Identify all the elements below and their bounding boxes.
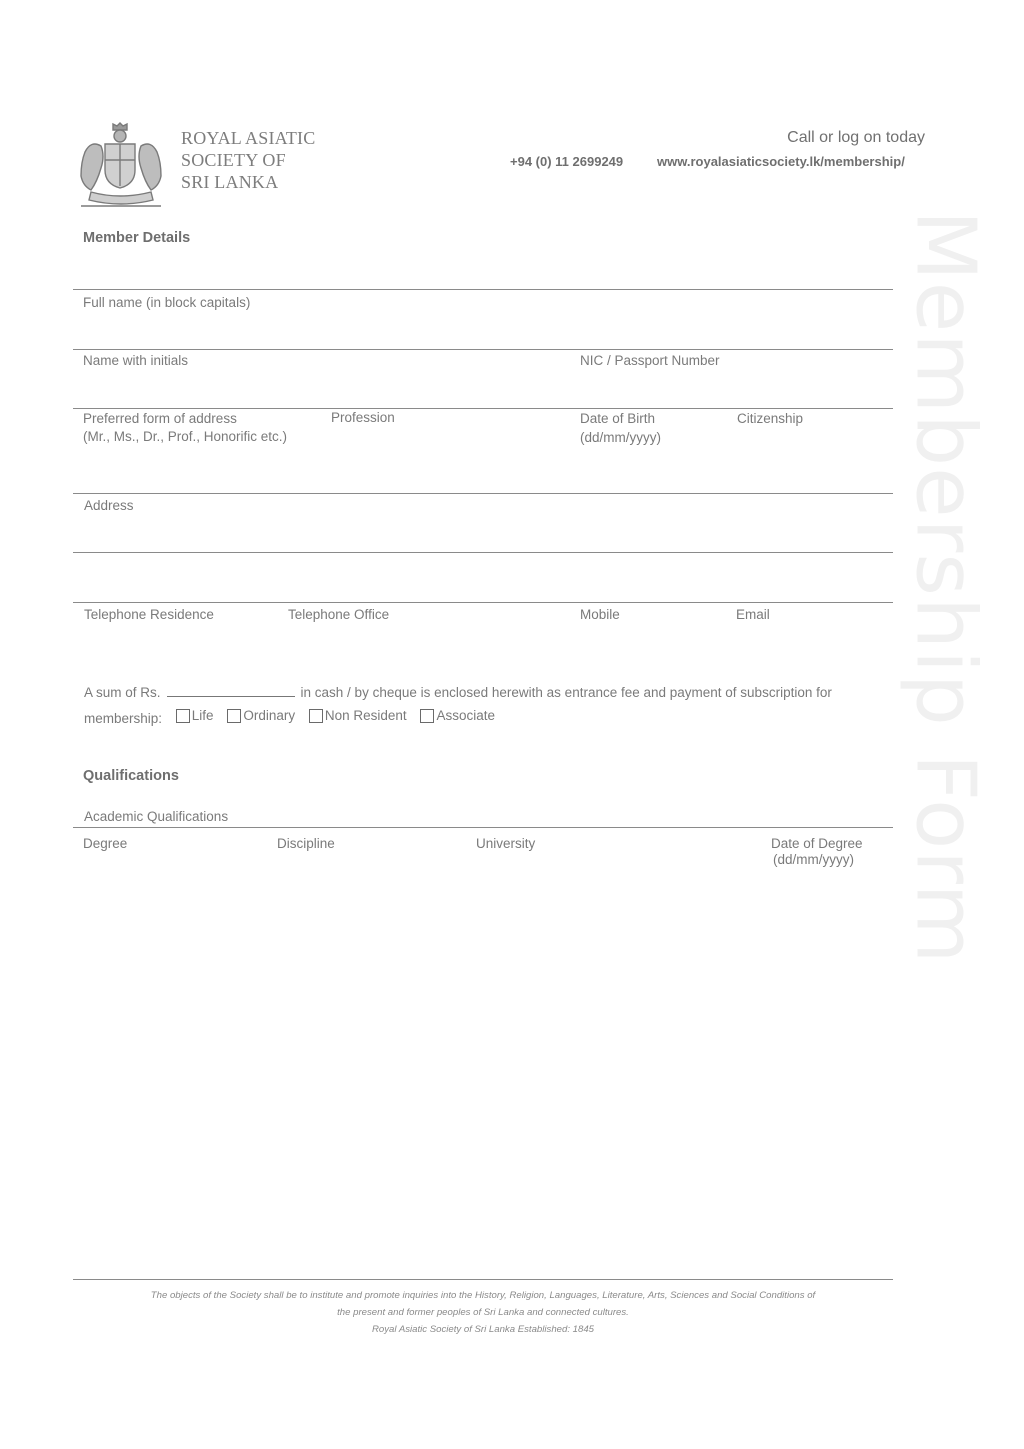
discipline-column-header: Discipline bbox=[277, 836, 335, 851]
amount-blank-field[interactable] bbox=[167, 684, 295, 697]
name-initials-field[interactable] bbox=[73, 349, 893, 350]
side-title-text: Membership Form bbox=[897, 210, 993, 965]
mobile-label: Mobile bbox=[580, 607, 620, 622]
option-non-resident[interactable] bbox=[309, 706, 407, 725]
option-associate-label: Associate bbox=[436, 708, 495, 723]
footer-rule bbox=[73, 1279, 893, 1280]
qualifications-table-rule bbox=[73, 827, 893, 828]
payment-sentence bbox=[84, 683, 832, 702]
checkbox-ordinary[interactable] bbox=[227, 709, 241, 723]
address-form-hint: (Mr., Ms., Dr., Prof., Honorific etc.) bbox=[83, 429, 288, 444]
date-of-degree-format: (dd/mm/yyyy) bbox=[773, 852, 854, 867]
membership-options bbox=[84, 706, 505, 728]
footer-line: Royal Asiatic Society of Sri Lanka Established: 1845 bbox=[371, 1324, 595, 1335]
dob-label: Date of Birth bbox=[580, 411, 656, 426]
checkbox-non-resident[interactable] bbox=[309, 709, 323, 723]
org-name bbox=[181, 127, 315, 193]
date-of-degree-header: Date of Degree bbox=[771, 836, 863, 851]
academic-qualifications-label: Academic Qualifications bbox=[84, 809, 229, 824]
degree-column-header: Degree bbox=[83, 836, 128, 851]
address-form-label: Preferred form of address bbox=[83, 411, 237, 426]
tel-office-label: Telephone Office bbox=[288, 607, 390, 622]
member-details-heading: Member Details bbox=[83, 230, 191, 246]
profession-label: Profession bbox=[331, 410, 395, 425]
option-non-resident-label: Non Resident bbox=[324, 708, 407, 723]
qualifications-heading: Qualifications bbox=[83, 768, 179, 784]
org-name-line: ROYAL ASIATIC bbox=[181, 128, 316, 148]
org-name-line: SRI LANKA bbox=[181, 172, 279, 192]
footer-line: The objects of the Society shall be to institute and promote inquiries into the History, Religion, Languages, Literature, Arts, Sciences and Social Conditions of bbox=[150, 1290, 816, 1301]
coat-of-arms-logo bbox=[77, 122, 165, 208]
option-ordinary[interactable] bbox=[227, 706, 295, 725]
university-column-header: University bbox=[476, 836, 536, 851]
website-link[interactable]: www.royalasiaticsociety.lk/membership/ bbox=[657, 154, 905, 169]
telephone-field[interactable] bbox=[73, 602, 893, 603]
full-name-field[interactable] bbox=[73, 289, 893, 290]
name-initials-label: Name with initials bbox=[83, 353, 189, 368]
option-life[interactable] bbox=[176, 706, 214, 725]
option-associate[interactable] bbox=[420, 706, 495, 725]
full-name-label: Full name (in block capitals) bbox=[83, 295, 251, 310]
citizenship-label: Citizenship bbox=[737, 411, 804, 426]
footer-line: the present and former peoples of Sri Lanka and connected cultures. bbox=[337, 1307, 629, 1318]
checkbox-life[interactable] bbox=[176, 709, 190, 723]
footer-text bbox=[73, 1287, 893, 1338]
side-title bbox=[897, 210, 993, 965]
payment-suffix: in cash / by cheque is enclosed herewith as entrance fee and payment of subscription for bbox=[300, 685, 832, 700]
org-name-line: SOCIETY OF bbox=[181, 150, 286, 170]
address-label: Address bbox=[84, 498, 134, 513]
membership-label: membership: bbox=[84, 710, 163, 726]
payment-prefix: A sum of Rs. bbox=[84, 685, 161, 700]
address-field[interactable] bbox=[73, 493, 893, 494]
call-text: Call or log on today bbox=[787, 129, 925, 146]
checkbox-associate[interactable] bbox=[420, 709, 434, 723]
option-life-label: Life bbox=[191, 708, 214, 723]
option-ordinary-label: Ordinary bbox=[243, 708, 296, 723]
phone-number: +94 (0) 11 2699249 bbox=[510, 154, 624, 169]
tel-residence-label: Telephone Residence bbox=[84, 607, 214, 622]
email-label: Email bbox=[736, 607, 770, 622]
address-line-2[interactable] bbox=[73, 552, 893, 553]
dob-format-hint: (dd/mm/yyyy) bbox=[580, 430, 661, 445]
nic-label: NIC / Passport Number bbox=[580, 353, 720, 368]
